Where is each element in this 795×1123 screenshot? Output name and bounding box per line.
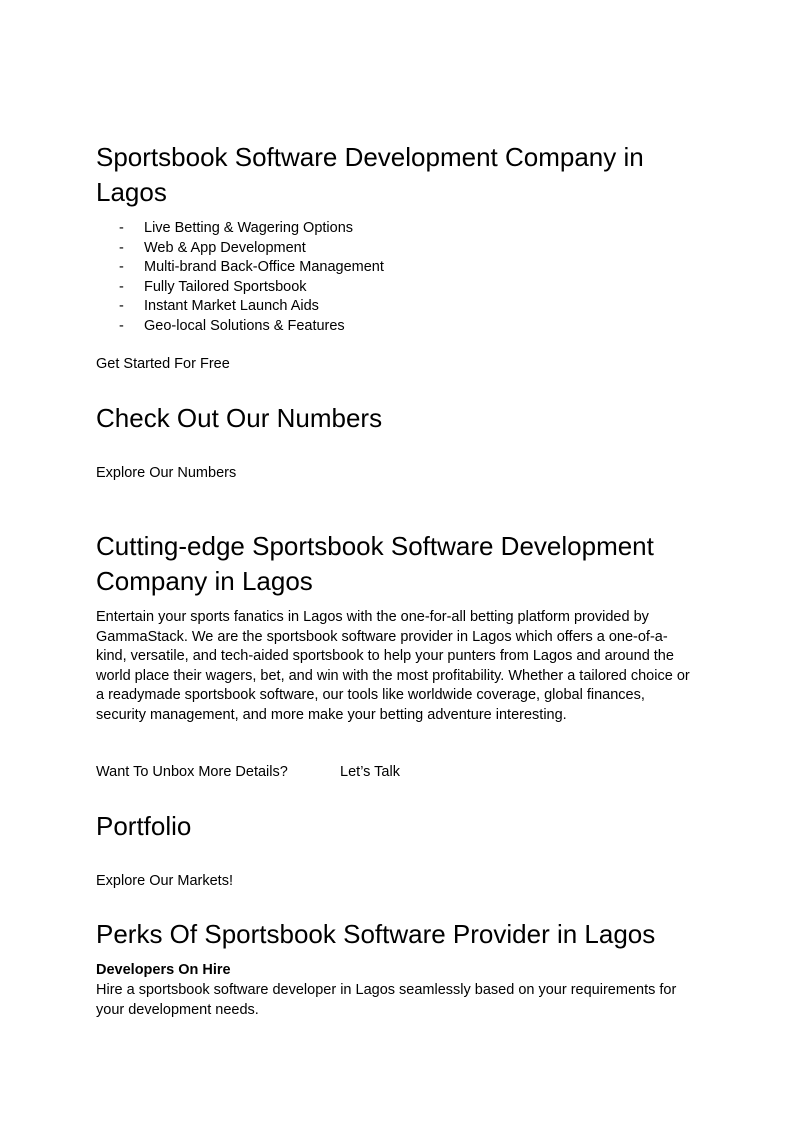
list-item: - Live Betting & Wagering Options — [119, 220, 354, 236]
details-row — [96, 763, 596, 783]
portfolio-heading: Portfolio — [96, 811, 192, 841]
lets-talk-link[interactable]: Let’s Talk — [340, 764, 400, 780]
list-item: - Fully Tailored Sportsbook — [119, 278, 307, 295]
cutting-edge-paragraph: Entertain your sports fanatics in Lagos with the one-for-all betting platform provided by GammaStack. We are the sportsbook software provider in Lagos which offers a one-of-a-kind, versatile, and tech-aided sportsbook to help your punters from Lagos and around the world place their wagers, bet, and win with the most profitability. Whether a tailored choice or a readymade sportsbook software, our tools like worldwide coverage, global finances, security management, and more make your betting adventure interesting. — [96, 609, 690, 723]
list-item: - Instant Market Launch Aids — [119, 298, 319, 314]
explore-numbers-link[interactable]: Explore Our Numbers — [96, 465, 237, 481]
list-item: - Multi-brand Back-Office Management — [119, 259, 384, 275]
numbers-heading: Check Out Our Numbers — [96, 403, 383, 433]
list-item: - Geo-local Solutions & Features — [119, 317, 345, 334]
feature-list — [96, 219, 656, 336]
perk-text: Hire a sportsbook software developer in Lagos seamlessly based on your requirements for your development needs. — [96, 982, 677, 1018]
list-item: - Web & App Development — [119, 239, 306, 256]
get-started-link[interactable]: Get Started For Free — [96, 356, 230, 372]
cutting-edge-heading: Cutting-edge Sportsbook Software Development Company in Lagos — [96, 531, 654, 596]
details-prompt: Want To Unbox More Details? — [96, 764, 288, 780]
explore-markets-link[interactable]: Explore Our Markets! — [96, 873, 233, 889]
page-title: Sportsbook Software Development Company in Lagos — [96, 142, 644, 207]
perks-heading: Perks Of Sportsbook Software Provider in Lagos — [96, 919, 656, 949]
perk-heading: Developers On Hire — [96, 962, 231, 978]
